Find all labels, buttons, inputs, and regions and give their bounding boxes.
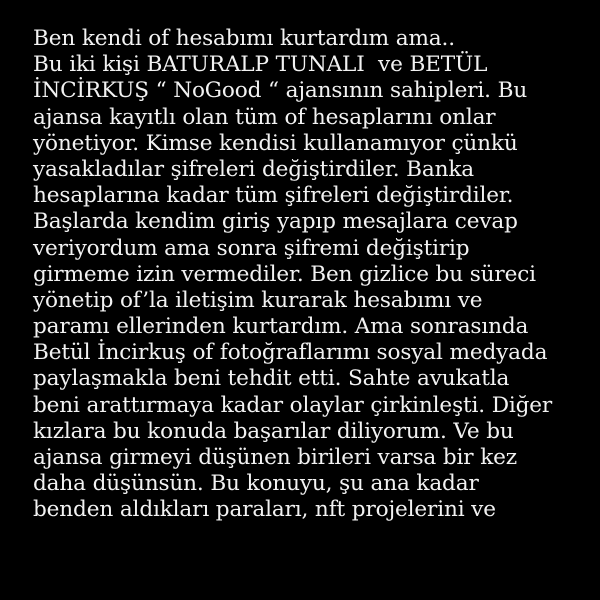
story-line: İNCİRKUŞ “ NoGood “ ajansının sahipleri. Bu — [33, 78, 528, 104]
story-line: paylaşmakla beni tehdit etti. Sahte avukatla — [33, 366, 510, 392]
story-line: benden aldıkları paraları, nft projelerini ve — [33, 497, 496, 523]
story-line: ajansa kayıtlı olan tüm of hesaplarını onlar — [33, 104, 496, 130]
story-line: veriyordum ama sonra şifremi değiştirip — [33, 235, 470, 261]
story-line: beni arattırmaya kadar olaylar çirkinleşti. Diğer — [33, 392, 553, 418]
story-line: girmeme izin vermediler. Ben gizlice bu süreci — [33, 261, 536, 287]
story-line: ajansa girmeyi düşünen birileri varsa bir kez — [33, 445, 517, 470]
story-line: Ben kendi of hesabımı kurtardım ama.. — [33, 26, 455, 51]
story-text — [33, 26, 593, 524]
story-line: yönetip of’la iletişim kurarak hesabımı ve — [33, 287, 483, 313]
story-line: yasakladılar şifreleri değiştirdiler. Banka — [33, 156, 475, 182]
story-line: hesaplarına kadar tüm şifreleri değiştirdiler. — [33, 183, 514, 209]
story-line: yönetiyor. Kimse kendisi kullanamıyor çünkü — [33, 130, 518, 156]
story-line: Bu iki kişi BATURALP TUNALI ve BETÜL — [33, 52, 488, 78]
story-line: kızlara bu konuda başarılar diliyorum. Ve bu — [33, 418, 514, 444]
story-line: paramı ellerinden kurtardım. Ama sonrasında — [33, 314, 529, 340]
story-line: Başlarda kendim giriş yapıp mesajlara cevap — [33, 209, 518, 235]
story-line: Betül İncirkuş of fotoğraflarımı sosyal medyada — [33, 340, 548, 366]
story-line: daha düşünsün. Bu konuyu, şu ana kadar — [33, 471, 479, 497]
